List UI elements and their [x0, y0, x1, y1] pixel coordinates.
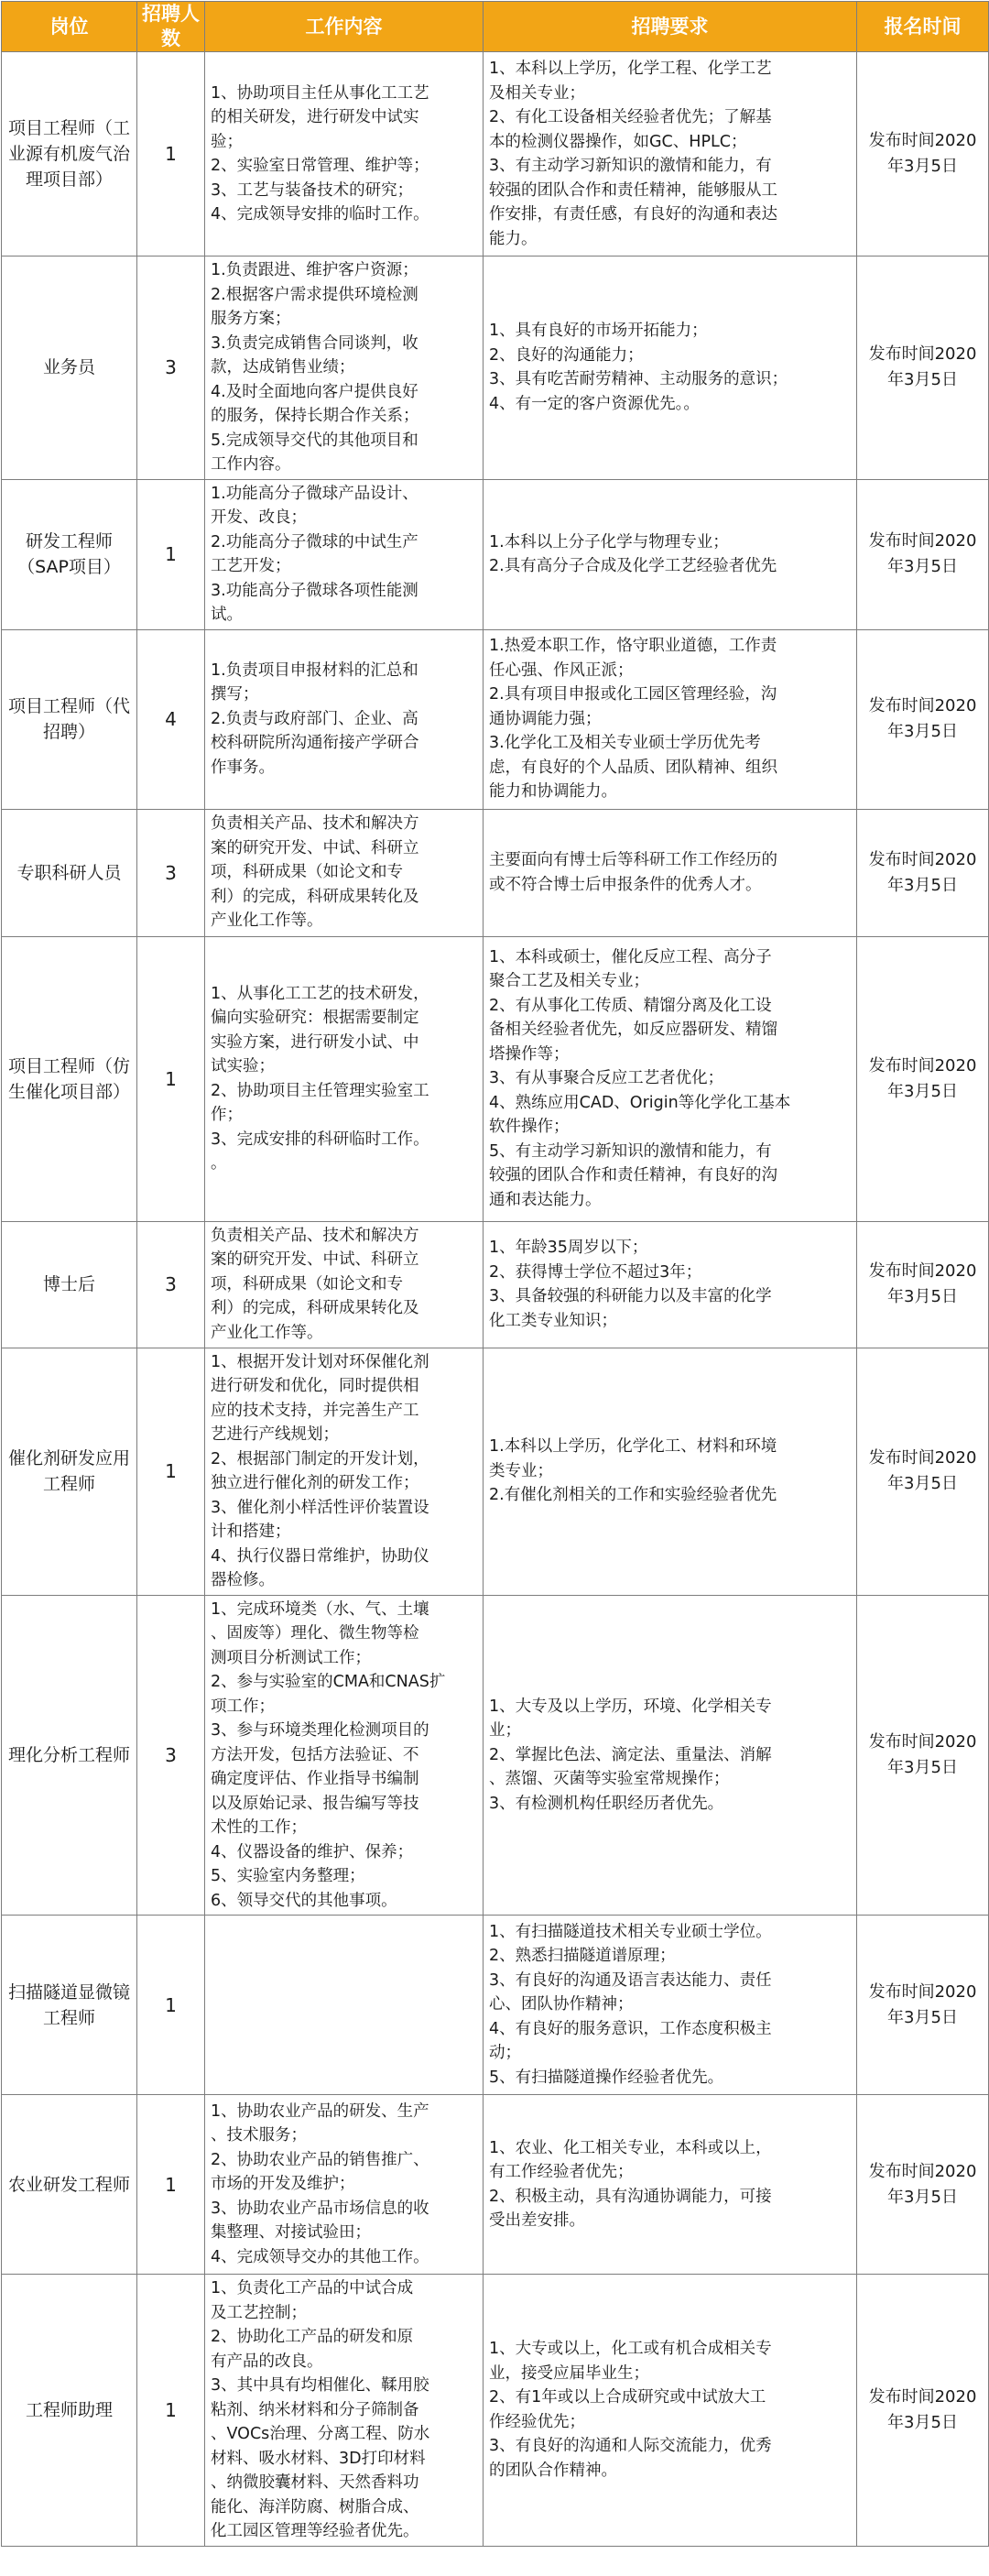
work-line: 2、实验室日常管理、维护等； [211, 157, 429, 175]
work-line: 项，科研成果（如论文和专 [211, 1274, 403, 1293]
cell-work [205, 257, 484, 480]
work-line: 、VOCs治理、分离工程、防水 [211, 2425, 430, 2443]
work-line: 3、协助农业产品市场信息的收 [211, 2199, 429, 2218]
req-line: 1、本科或硕士，催化反应工程、高分子 [489, 947, 772, 966]
cell-req [484, 2275, 857, 2547]
req-line: 3、有检测机构任职经历者优先。 [489, 1794, 724, 1813]
req-line: 或不符合博士后申报条件的优秀人才。 [489, 875, 762, 894]
cell-time: 发布时间2020年3月5日 [857, 2275, 989, 2547]
req-line: 2、熟悉扫描隧道谱原理； [489, 1947, 676, 1966]
work-line: 4、仪器设备的维护、保养； [211, 1842, 414, 1861]
req-line: 4、熟练应用CAD、Origin等化学化工基本 [489, 1093, 791, 1112]
cell-time: 发布时间2020年3月5日 [857, 629, 989, 809]
header-count: 招聘人数 [137, 2, 205, 52]
cell-time: 发布时间2020年3月5日 [857, 1221, 989, 1348]
work-line: 撰写； [211, 685, 259, 704]
work-line: 2、根据部门制定的开发计划， [211, 1449, 429, 1468]
req-line: 、蒸馏、灭菌等实验室常规操作； [489, 1770, 730, 1788]
post-name: 扫描隧道显微镜工程师 [7, 1981, 130, 2028]
work-line: 利）的完成，科研成果转化及 [211, 1299, 419, 1318]
work-line: 1.负责项目申报材料的汇总和 [211, 660, 418, 680]
post-name: 催化剂研发应用工程师 [7, 1448, 130, 1494]
req-line: 化工类专业知识； [489, 1311, 617, 1330]
req-line: 受出差安排。 [489, 2211, 585, 2230]
req-line: 4、有一定的客户资源优先。。 [489, 394, 700, 413]
req-line: 的团队合作精神。 [489, 2461, 617, 2480]
work-line: 4.及时全面地向客户提供良好 [211, 382, 418, 401]
cell-req [484, 52, 857, 257]
work-line: 器检修。 [211, 1571, 275, 1589]
req-line: 及相关专业； [489, 83, 585, 103]
cell-post [2, 936, 137, 1221]
req-line: 2.具有项目申报或化工园区管理经验，沟 [489, 685, 777, 704]
work-line: 1、协助农业产品的研发、生产 [211, 2101, 429, 2121]
work-line: 产业化工作等。 [211, 911, 323, 931]
cell-work [205, 936, 484, 1221]
cell-time: 发布时间2020年3月5日 [857, 809, 989, 936]
work-line: 。 [211, 1154, 227, 1173]
req-line: 2、掌握比色法、滴定法、重量法、消解 [489, 1745, 772, 1764]
work-line: 1、完成环境类（水、气、土壤 [211, 1599, 429, 1619]
cell-count: 1 [137, 479, 205, 629]
req-line: 动； [489, 2044, 521, 2063]
work-line: 2、协助化工产品的研发和原 [211, 2328, 414, 2346]
req-line: 能力和协调能力。 [489, 782, 617, 802]
work-line: 产业化工作等。 [211, 1323, 323, 1342]
work-line: 测项目分析测试工作； [211, 1648, 371, 1667]
work-line: 1、根据开发计划对环保催化剂 [211, 1352, 429, 1371]
req-line: 作安排，有责任感，有良好的沟通和表达 [489, 205, 777, 224]
req-line: 2、良好的沟通能力； [489, 345, 644, 365]
cell-work [205, 1348, 484, 1595]
work-line: 工艺开发； [211, 557, 291, 575]
req-line: 业； [489, 1721, 521, 1740]
req-line: 1、农业、化工相关专业，本科或以上， [489, 2138, 772, 2157]
cell-time: 发布时间2020年3月5日 [857, 479, 989, 629]
work-line: 确定度评估、作业指导书编制 [211, 1770, 419, 1788]
cell-time: 发布时间2020年3月5日 [857, 2095, 989, 2275]
cell-post [2, 1348, 137, 1595]
req-line: 较强的团队合作和责任精神，有良好的沟 [489, 1166, 777, 1185]
work-line: 粘剂、纳米材料和分子筛制备 [211, 2400, 419, 2419]
work-line: 2.功能高分子微球的中试生产 [211, 532, 418, 551]
work-line: 2、协助农业产品的销售推广、 [211, 2150, 429, 2169]
cell-work [205, 479, 484, 629]
work-line: 独立进行催化剂的研发工作； [211, 1474, 419, 1492]
work-line: 3.负责完成销售合同谈判，收 [211, 333, 418, 353]
table-row [2, 257, 989, 480]
work-line: 3、参与环境类理化检测项目的 [211, 1721, 429, 1740]
post-name: 项目工程师（仿生催化项目部） [7, 1055, 130, 1102]
req-line: 任心强、作风正派； [489, 660, 634, 680]
cell-work [205, 809, 484, 936]
work-line: 方法开发，包括方法验证、不 [211, 1745, 419, 1764]
cell-time: 发布时间2020年3月5日 [857, 1916, 989, 2095]
work-line: 5.完成领导交代的其他项目和 [211, 431, 418, 450]
table-row [2, 2095, 989, 2275]
req-line: 3、有主动学习新知识的激情和能力，有 [489, 157, 772, 175]
req-line: 聚合工艺及相关专业； [489, 972, 649, 991]
work-line: 3、催化剂小样活性评价装置设 [211, 1498, 429, 1517]
work-line: 2、参与实验室的CMA和CNAS扩 [211, 1673, 446, 1691]
cell-req [484, 1595, 857, 1916]
req-line: 1、大专或以上，化工或有机合成相关专 [489, 2340, 772, 2359]
post-name: 业务员 [42, 357, 95, 378]
cell-post [2, 629, 137, 809]
post-name: 专职科研人员 [16, 862, 122, 883]
work-line: 2.根据客户需求提供环境检测 [211, 285, 418, 304]
work-line: 实验方案，进行研发小试、中 [211, 1032, 419, 1052]
cell-count: 3 [137, 257, 205, 480]
req-line: 能力。 [489, 229, 538, 248]
req-line: 2、获得博士学位不超过3年； [489, 1262, 702, 1282]
req-line: 2、有1年或以上合成研究或中试放大工 [489, 2388, 766, 2407]
req-line: 1、具有良好的市场开拓能力； [489, 322, 708, 341]
cell-count: 4 [137, 629, 205, 809]
cell-post [2, 2095, 137, 2275]
table-row [2, 1348, 989, 1595]
req-line: 2、积极主动，具有沟通协调能力，可接 [489, 2187, 772, 2206]
work-line: 集整理、对接试验田； [211, 2223, 371, 2243]
req-line: 较强的团队合作和责任精神，能够服从工 [489, 180, 777, 200]
work-line: 1、从事化工工艺的技术研发， [211, 984, 429, 1003]
post-name: 博士后 [42, 1274, 95, 1294]
req-line: 备相关经验者优先，如反应器研发、精馏 [489, 1021, 777, 1040]
req-line: 1、年龄35周岁以下； [489, 1239, 648, 1257]
work-line: 款，达成销售业绩； [211, 358, 355, 377]
req-line: 心、团队协作精神； [489, 1995, 634, 2014]
work-line: 试实验； [211, 1057, 275, 1075]
table-row [2, 629, 989, 809]
req-line: 1.本科以上分子化学与物理专业； [489, 532, 729, 551]
work-line: 作事务。 [211, 758, 275, 777]
cell-time: 发布时间2020年3月5日 [857, 52, 989, 257]
req-line: 软件操作； [489, 1118, 570, 1137]
work-line: 以及原始记录、报告编写等技 [211, 1794, 419, 1813]
req-line: 3、具有吃苦耐劳精神、主动服务的意识； [489, 370, 788, 389]
cell-req [484, 1916, 857, 2095]
cell-count: 1 [137, 936, 205, 1221]
work-line: 开发、改良； [211, 508, 307, 527]
req-line: 1.本科以上学历，化学化工、材料和环境 [489, 1437, 777, 1457]
work-line: 3、工艺与装备技术的研究； [211, 180, 414, 200]
post-name: 农业研发工程师 [7, 2174, 130, 2195]
post-name: 工程师助理 [25, 2399, 113, 2420]
cell-work [205, 2095, 484, 2275]
work-line: 市场的开发及维护； [211, 2175, 355, 2194]
req-line: 2.具有高分子合成及化学工艺经验者优先 [489, 557, 777, 575]
req-line: 类专业； [489, 1461, 553, 1480]
post-name: 研发工程师（SAP项目） [17, 531, 121, 577]
req-line: 虑，有良好的个人品质、团队精神、组织 [489, 758, 777, 777]
req-line: 2.有催化剂相关的工作和实验经验者优先 [489, 1486, 777, 1505]
req-line: 1.热爱本职工作，恪守职业道德，工作责 [489, 637, 777, 656]
work-line: 化工园区管理等经验者优先。 [211, 2522, 419, 2540]
work-line: 能化、海洋防腐、树脂合成、 [211, 2497, 419, 2516]
cell-time: 发布时间2020年3月5日 [857, 1595, 989, 1916]
cell-req [484, 809, 857, 936]
req-line: 1、本科以上学历，化学工程、化学工艺 [489, 60, 772, 78]
cell-count: 3 [137, 1221, 205, 1348]
cell-post [2, 257, 137, 480]
work-line: 应的技术支持，并完善生产工 [211, 1401, 419, 1420]
work-line: 1.负责跟进、维护客户资源； [211, 261, 418, 279]
work-line: 2.负责与政府部门、企业、高 [211, 709, 418, 728]
cell-time: 发布时间2020年3月5日 [857, 257, 989, 480]
work-line: 3、其中具有均相催化、鞣用胶 [211, 2376, 429, 2395]
cell-req [484, 1348, 857, 1595]
cell-count: 3 [137, 1595, 205, 1916]
work-line: 材料、吸水材料、3D打印材料 [211, 2449, 426, 2468]
cell-work [205, 1221, 484, 1348]
work-line: 计和搭建； [211, 1523, 291, 1541]
work-line: 2、协助项目主任管理实验室工 [211, 1081, 429, 1100]
work-line: 工作内容。 [211, 455, 291, 474]
cell-count: 1 [137, 2095, 205, 2275]
cell-post [2, 809, 137, 936]
req-line: 2、有化工设备相关经验者优先；了解基 [489, 108, 772, 126]
work-line: 4、完成领导安排的临时工作。 [211, 205, 429, 224]
cell-post [2, 2275, 137, 2547]
cell-req [484, 1221, 857, 1348]
work-line: 1、协助项目主任从事化工工艺 [211, 83, 429, 103]
work-line: 4、执行仪器日常维护，协助仪 [211, 1546, 429, 1566]
post-name: 项目工程师（工业源有机废气治理项目部） [7, 118, 130, 190]
cell-work [205, 629, 484, 809]
work-line: 1、负责化工产品的中试合成 [211, 2279, 414, 2298]
req-line: 3、具备较强的科研能力以及丰富的化学 [489, 1287, 772, 1305]
req-line: 3、有良好的沟通和人际交流能力，优秀 [489, 2437, 772, 2456]
cell-post [2, 479, 137, 629]
req-line: 业，接受应届毕业生； [489, 2363, 649, 2383]
header-req: 招聘要求 [484, 2, 857, 52]
work-line: 校科研院所沟通衔接产学研合 [211, 734, 419, 753]
work-line: 、固废等）理化、微生物等检 [211, 1624, 419, 1643]
req-line: 2、有从事化工传质、精馏分离及化工设 [489, 996, 772, 1015]
cell-post [2, 52, 137, 257]
work-line: 作； [211, 1106, 243, 1124]
work-line: 3、完成安排的科研临时工作。 [211, 1130, 429, 1149]
table-row [2, 2275, 989, 2547]
req-line: 5、有主动学习新知识的激情和能力，有 [489, 1141, 772, 1161]
cell-post [2, 1916, 137, 2095]
header-work: 工作内容 [205, 2, 484, 52]
req-line: 通协调能力强； [489, 709, 602, 728]
work-line: 的相关研发，进行研发中试实 [211, 108, 419, 126]
work-line: 6、领导交代的其他事项。 [211, 1891, 397, 1910]
cell-count: 1 [137, 1348, 205, 1595]
req-line: 4、有良好的服务意识，工作态度积极主 [489, 2019, 772, 2038]
work-line: 偏向实验研究：根据需要制定 [211, 1009, 419, 1027]
work-line: 艺进行产线规划； [211, 1425, 339, 1444]
req-line: 5、有扫描隧道操作经验者优先。 [489, 2068, 724, 2087]
cell-req [484, 257, 857, 480]
work-line: 项，科研成果（如论文和专 [211, 863, 403, 882]
req-line: 有工作经验者优先； [489, 2163, 634, 2181]
cell-req [484, 2095, 857, 2275]
work-line: 服务方案； [211, 310, 291, 328]
work-line: 项工作； [211, 1697, 275, 1716]
cell-work [205, 2275, 484, 2547]
req-line: 1、有扫描隧道技术相关专业硕士学位。 [489, 1922, 772, 1941]
work-line: 负责相关产品、技术和解决方 [211, 1226, 419, 1245]
work-line: 案的研究开发、中试、科研立 [211, 1250, 419, 1270]
work-line: 利）的完成，科研成果转化及 [211, 887, 419, 906]
cell-time: 发布时间2020年3月5日 [857, 936, 989, 1221]
cell-post [2, 1221, 137, 1348]
table-row [2, 1916, 989, 2095]
cell-req [484, 629, 857, 809]
req-line: 作经验优先； [489, 2412, 585, 2431]
work-line: 负责相关产品、技术和解决方 [211, 814, 419, 834]
work-line: 4、完成领导交办的其他工作。 [211, 2247, 429, 2266]
cell-req [484, 479, 857, 629]
work-line: 验； [211, 132, 243, 151]
cell-work [205, 52, 484, 257]
cell-count: 1 [137, 2275, 205, 2547]
cell-req [484, 936, 857, 1221]
post-name: 理化分析工程师 [7, 1744, 130, 1765]
table-row [2, 1221, 989, 1348]
work-line: 、纳微胶囊材料、天然香料功 [211, 2473, 419, 2492]
table-row [2, 479, 989, 629]
cell-count: 1 [137, 52, 205, 257]
work-line: 3.功能高分子微球各项性能测 [211, 581, 418, 600]
header-time: 报名时间 [857, 2, 989, 52]
cell-post [2, 1595, 137, 1916]
cell-time: 发布时间2020年3月5日 [857, 1348, 989, 1595]
header-row [2, 2, 989, 52]
req-line: 本的检测仪器操作，如GC、HPLC； [489, 132, 747, 151]
header-post: 岗位 [2, 2, 137, 52]
req-line: 3、有良好的沟通及语言表达能力、责任 [489, 1970, 772, 1990]
work-line: 1.功能高分子微球产品设计、 [211, 484, 418, 503]
work-line: 进行研发和优化，同时提供相 [211, 1377, 419, 1395]
req-line: 3、有从事聚合反应工艺者优化； [489, 1069, 724, 1088]
table-row [2, 936, 989, 1221]
cell-count: 1 [137, 1916, 205, 2095]
work-line: 术性的工作； [211, 1818, 307, 1837]
work-line: 、技术服务； [211, 2126, 307, 2145]
req-line: 3.化学化工及相关专业硕士学历优先考 [489, 734, 761, 753]
work-line: 试。 [211, 606, 243, 624]
recruitment-table [1, 1, 989, 2547]
req-line: 通和表达能力。 [489, 1190, 602, 1209]
work-line: 的服务，保持长期合作关系； [211, 407, 419, 425]
work-line: 案的研究开发、中试、科研立 [211, 838, 419, 857]
cell-work [205, 1595, 484, 1916]
work-line: 及工艺控制； [211, 2303, 307, 2322]
req-line: 主要面向有博士后等科研工作工作经历的 [489, 851, 777, 869]
post-name: 项目工程师（代招聘） [7, 696, 130, 742]
table-row [2, 52, 989, 257]
cell-count: 3 [137, 809, 205, 936]
table-row [2, 809, 989, 936]
table-row [2, 1595, 989, 1916]
cell-work [205, 1916, 484, 2095]
work-line: 5、实验室内务整理； [211, 1867, 365, 1885]
req-line: 塔操作等； [489, 1044, 570, 1064]
work-line: 有产品的改良。 [211, 2352, 323, 2371]
req-line: 1、大专及以上学历，环境、化学相关专 [489, 1697, 772, 1716]
